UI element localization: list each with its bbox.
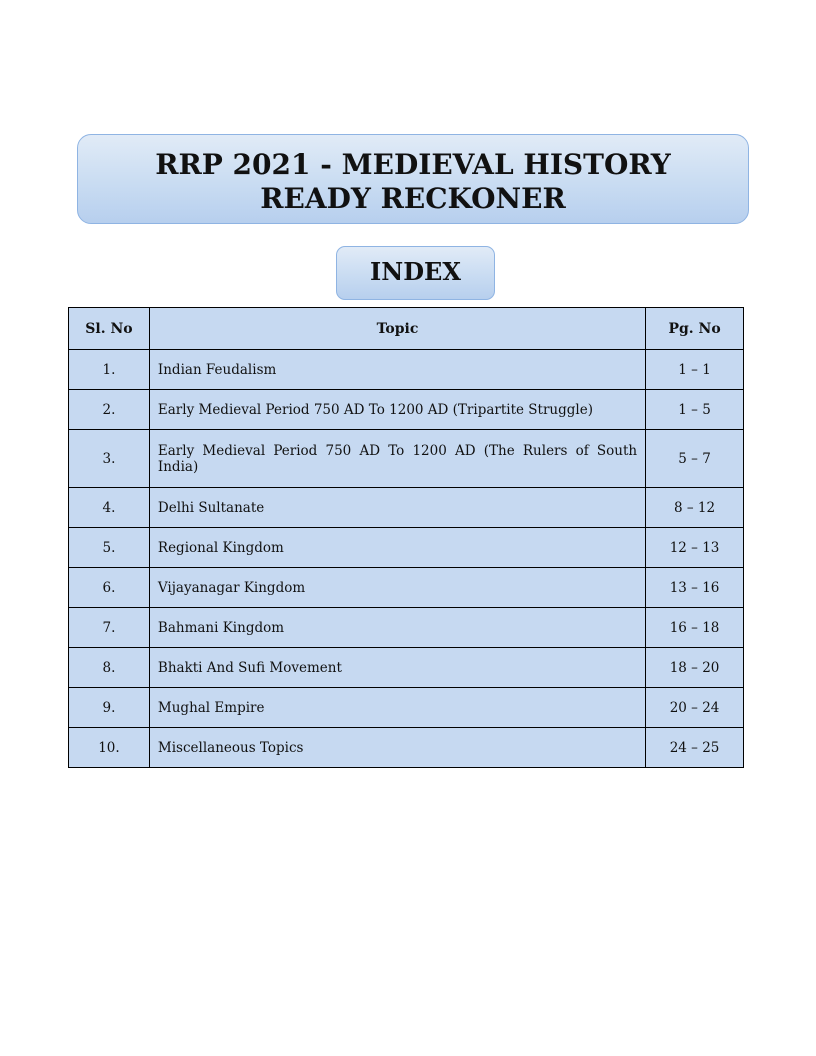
header-sl-no: Sl. No [69, 308, 150, 350]
row-topic: Delhi Sultanate [149, 488, 645, 528]
row-page-range: 16 – 18 [646, 608, 744, 648]
table-row [69, 568, 744, 608]
index-table [68, 307, 744, 768]
title-banner [77, 134, 749, 224]
table-row [69, 728, 744, 768]
row-page-range: 8 – 12 [646, 488, 744, 528]
row-sl-no: 2. [69, 390, 150, 430]
row-page-range: 1 – 5 [646, 390, 744, 430]
row-sl-no: 6. [69, 568, 150, 608]
row-page-range: 20 – 24 [646, 688, 744, 728]
table-row [69, 528, 744, 568]
row-sl-no: 1. [69, 350, 150, 390]
header-page-no: Pg. No [646, 308, 744, 350]
table-row [69, 430, 744, 488]
row-sl-no: 10. [69, 728, 150, 768]
row-topic: Vijayanagar Kingdom [149, 568, 645, 608]
row-page-range: 12 – 13 [646, 528, 744, 568]
row-topic: Bhakti And Sufi Movement [149, 648, 645, 688]
table-row [69, 688, 744, 728]
row-topic: Early Medieval Period 750 AD To 1200 AD (Tripartite Struggle) [149, 390, 645, 430]
table-row [69, 488, 744, 528]
row-sl-no: 8. [69, 648, 150, 688]
row-topic: Indian Feudalism [149, 350, 645, 390]
row-page-range: 18 – 20 [646, 648, 744, 688]
row-sl-no: 4. [69, 488, 150, 528]
table-row [69, 390, 744, 430]
table-row [69, 608, 744, 648]
table-row [69, 350, 744, 390]
row-sl-no: 3. [69, 430, 150, 488]
row-topic: Early Medieval Period 750 AD To 1200 AD (The Rulers of South India) [149, 430, 645, 488]
row-topic: Bahmani Kingdom [149, 608, 645, 648]
index-heading: INDEX [336, 246, 495, 300]
table-row [69, 648, 744, 688]
row-topic: Mughal Empire [149, 688, 645, 728]
header-topic: Topic [149, 308, 645, 350]
row-sl-no: 7. [69, 608, 150, 648]
row-page-range: 13 – 16 [646, 568, 744, 608]
title-line-2: READY RECKONER [260, 182, 566, 215]
table-header-row [69, 308, 744, 350]
row-page-range: 1 – 1 [646, 350, 744, 390]
row-page-range: 5 – 7 [646, 430, 744, 488]
row-topic: Miscellaneous Topics [149, 728, 645, 768]
row-sl-no: 9. [69, 688, 150, 728]
row-page-range: 24 – 25 [646, 728, 744, 768]
title-line-1: RRP 2021 - MEDIEVAL HISTORY [155, 148, 671, 181]
row-topic: Regional Kingdom [149, 528, 645, 568]
row-sl-no: 5. [69, 528, 150, 568]
